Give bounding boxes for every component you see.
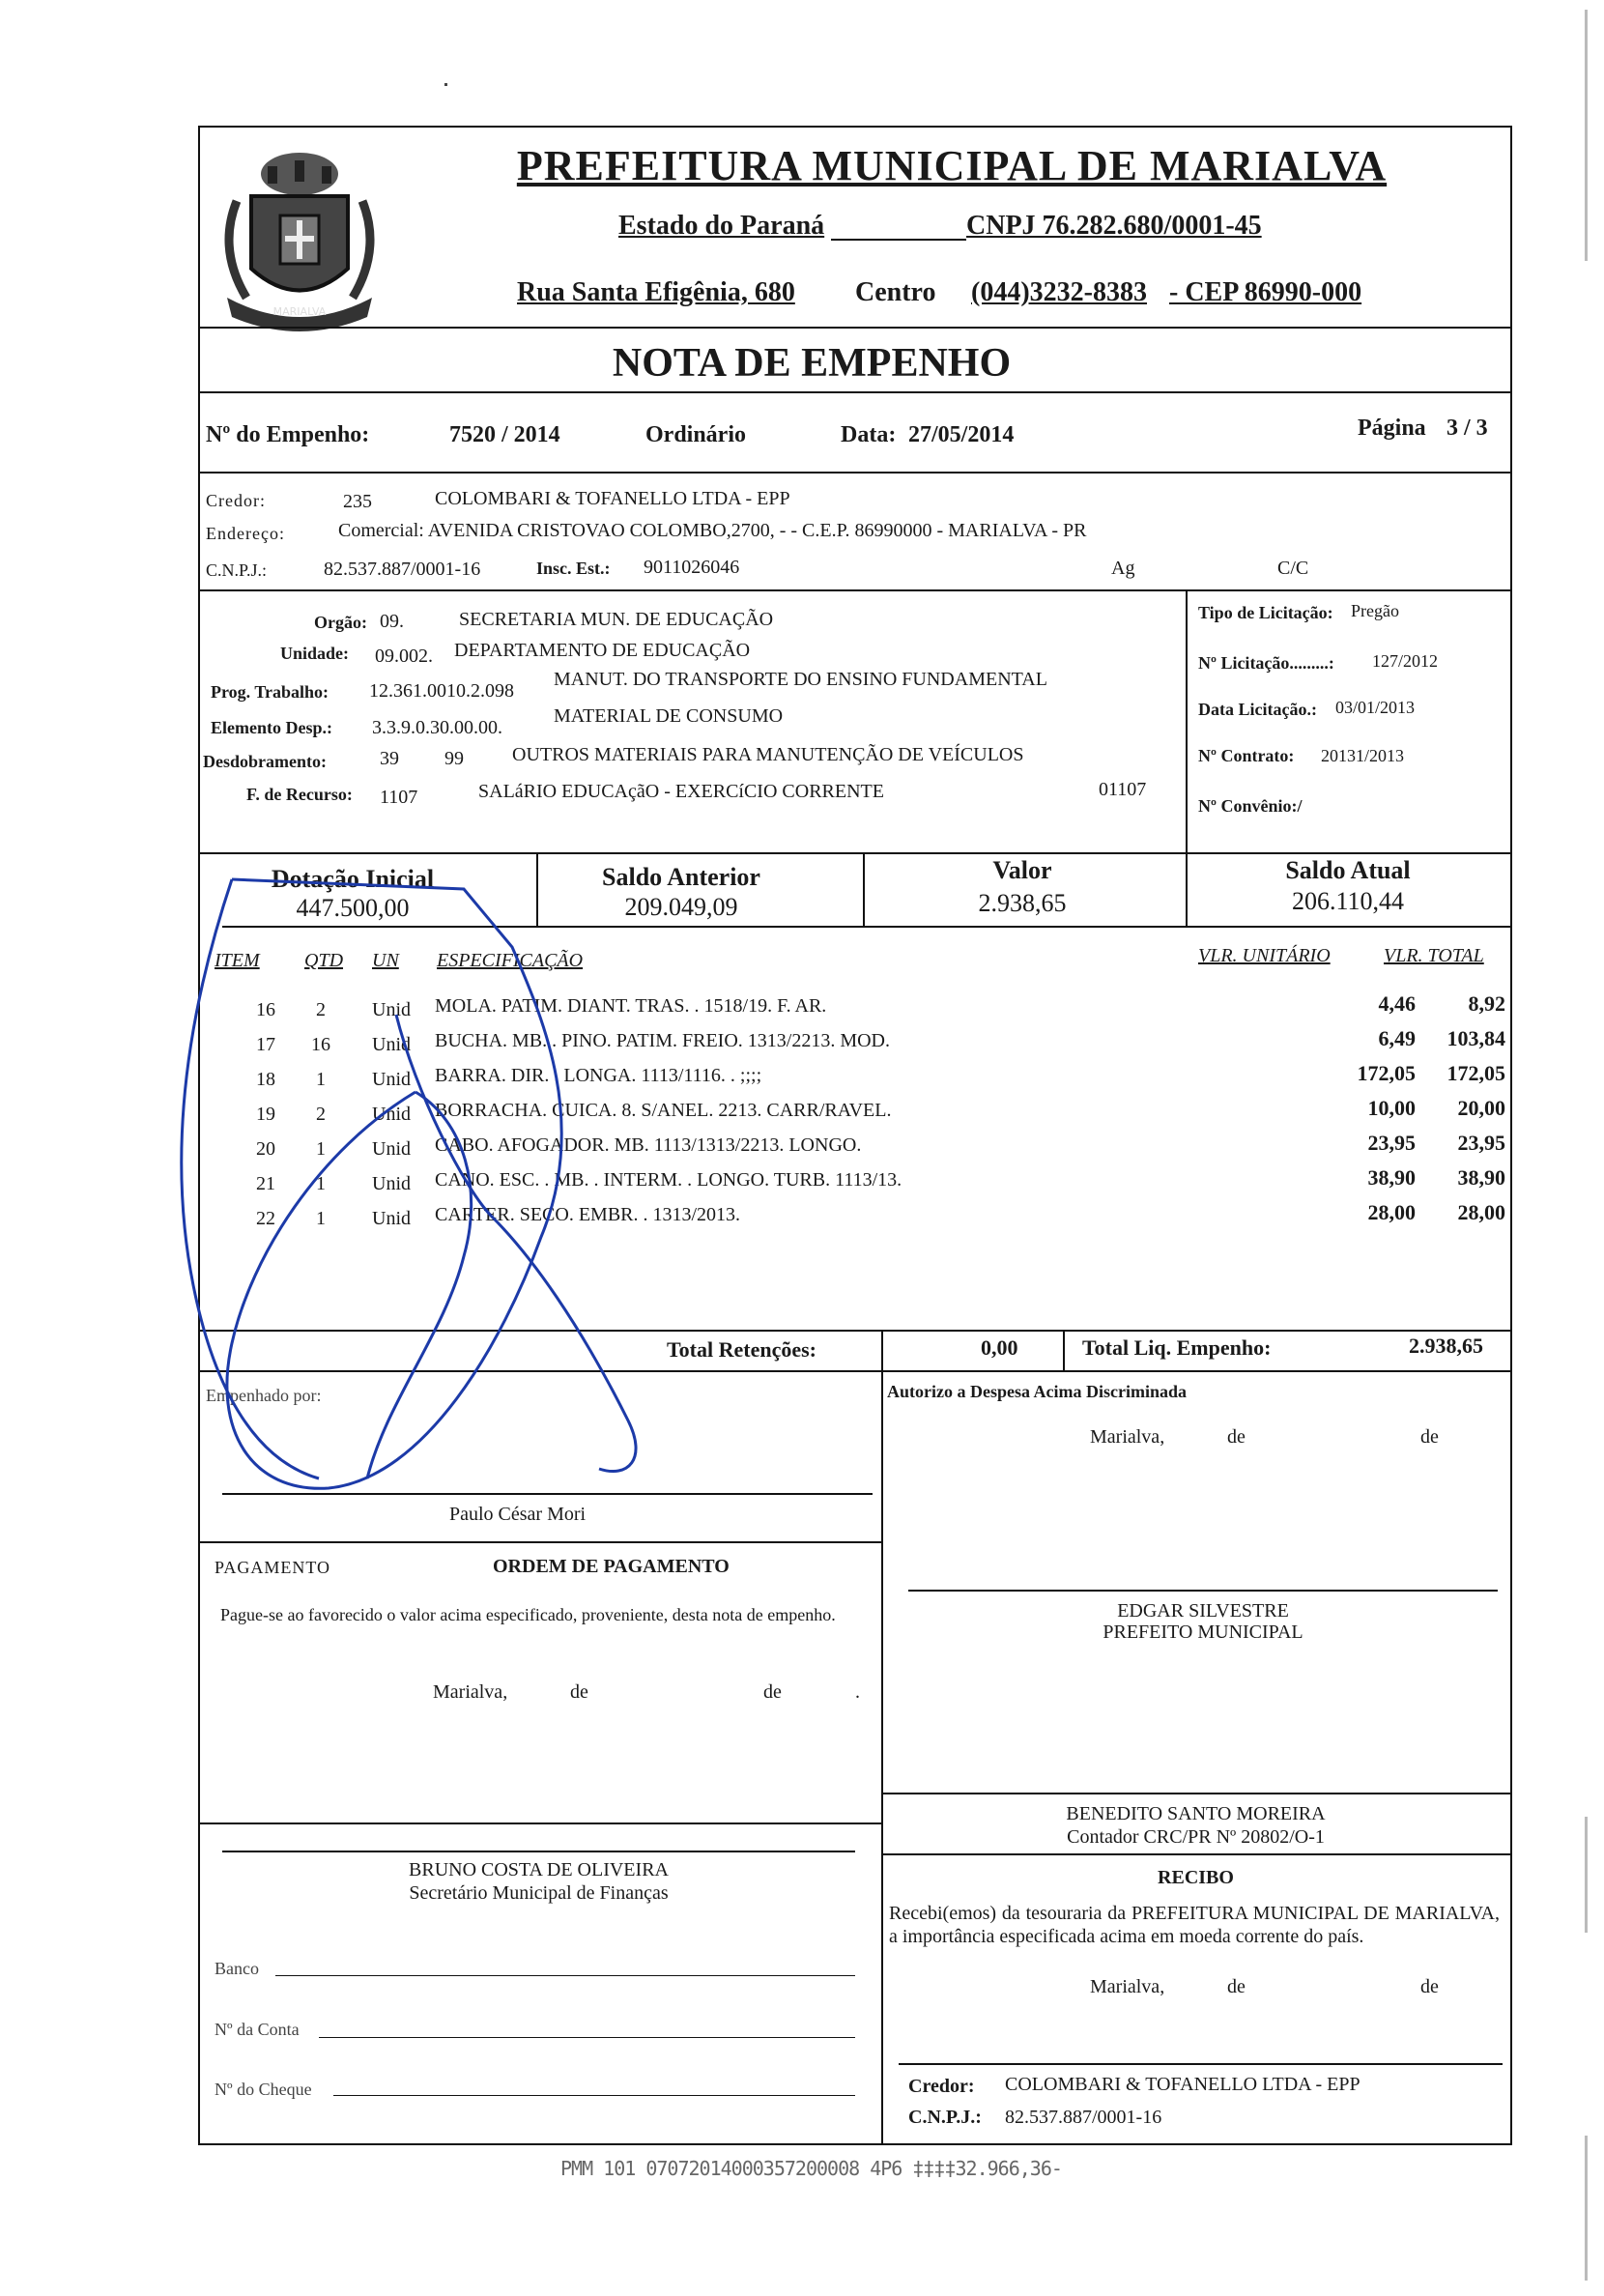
items-header-total: VLR. TOTAL [1384, 945, 1484, 966]
contador-name: BENEDITO SANTO MOREIRA [1066, 1803, 1326, 1824]
item-qtd: 1 [316, 1069, 326, 1090]
item-unit-type: Unid [372, 1034, 411, 1055]
autorizo-de1: de [1227, 1426, 1246, 1448]
table-row [198, 991, 1510, 1026]
table-row [198, 1131, 1510, 1165]
valor-label: Valor [992, 856, 1052, 884]
licitacao-type: Pregão [1351, 601, 1399, 620]
insc-value: 9011026046 [644, 557, 740, 578]
state-name: Estado do Paraná [618, 211, 825, 241]
items-header-unit: VLR. UNITÁRIO [1198, 945, 1331, 966]
liquido-label: Total Liq. Empenho: [1082, 1335, 1272, 1360]
unidade-code: 09.002. [375, 646, 433, 667]
item-total: 28,00 [1457, 1200, 1505, 1224]
item-spec: CARTER. SECO. EMBR. . 1313/2013. [435, 1204, 741, 1225]
municipality-cnpj: CNPJ 76.282.680/0001-45 [966, 211, 1262, 241]
table-row [198, 1165, 1510, 1200]
item-spec: CABO. AFOGADOR. MB. 1113/1313/2213. LONGO. [435, 1134, 862, 1156]
items-header-spec: ESPECIFICAÇÃO [437, 950, 584, 971]
item-spec: BORRACHA. CUICA. 8. S/ANEL. 2213. CARR/RAVEL. [435, 1100, 892, 1121]
prefeito-name: EDGAR SILVESTRE [1117, 1600, 1289, 1622]
dotacao-value: 447.500,00 [296, 894, 410, 922]
insc-label: Insc. Est.: [536, 559, 611, 578]
empenhado-name: Paulo César Mori [449, 1504, 587, 1525]
item-qtd: 2 [316, 1104, 326, 1125]
item-unit-type: Unid [372, 1208, 411, 1229]
elemento-label: Elemento Desp.: [211, 718, 332, 737]
liquido-value: 2.938,65 [1409, 1334, 1483, 1358]
autorizo-de2: de [1420, 1426, 1439, 1448]
table-row [198, 1200, 1510, 1235]
item-qtd: 1 [316, 1173, 326, 1194]
recibo-credor-label: Credor: [908, 2076, 975, 2097]
orgao-code: 09. [380, 611, 404, 632]
item-total: 8,92 [1468, 991, 1505, 1016]
item-number: 16 [256, 999, 275, 1020]
pagamento-label: PAGAMENTO [215, 1558, 331, 1577]
item-number: 17 [256, 1034, 275, 1055]
desdobramento-label: Desdobramento: [203, 752, 327, 771]
barcode-text: PMM 101 07072014000357200008 4P6 ‡‡‡‡32.966,36- [560, 2157, 1062, 2180]
ordem-pagamento-label: ORDEM DE PAGAMENTO [493, 1556, 730, 1577]
item-number: 18 [256, 1069, 275, 1090]
convenio-label: Nº Convênio:/ [1198, 796, 1303, 816]
recibo-title: RECIBO [1158, 1867, 1234, 1888]
address-phone: (044)3232-8383 [971, 277, 1147, 307]
item-number: 21 [256, 1173, 275, 1194]
licitacao-type-label: Tipo de Licitação: [1198, 603, 1333, 622]
item-unit-type: Unid [372, 999, 411, 1020]
item-unit-type: Unid [372, 1173, 411, 1194]
recibo-credor-name: COLOMBARI & TOFANELLO LTDA - EPP [1005, 2074, 1361, 2095]
item-number: 19 [256, 1104, 275, 1125]
item-unit-type: Unid [372, 1104, 411, 1125]
prefeito-role: PREFEITO MUNICIPAL [1103, 1622, 1303, 1643]
autorizo-city: Marialva, [1090, 1426, 1165, 1448]
item-total: 172,05 [1446, 1061, 1505, 1085]
item-qtd: 2 [316, 999, 326, 1020]
item-total: 20,00 [1457, 1096, 1505, 1120]
item-unit-price: 23,95 [1367, 1131, 1416, 1155]
licitacao-date: 03/01/2013 [1335, 698, 1416, 717]
item-qtd: 16 [311, 1034, 330, 1055]
item-number: 20 [256, 1138, 275, 1160]
address-street: Rua Santa Efigênia, 680 [517, 277, 795, 307]
items-header-qtd: QTD [304, 950, 344, 971]
item-spec: BARRA. DIR. . LONGA. 1113/1116. . ;;;; [435, 1065, 762, 1086]
recurso-label: F. de Recurso: [246, 785, 353, 804]
prog-name: MANUT. DO TRANSPORTE DO ENSINO FUNDAMENTAL [554, 669, 1047, 690]
pagamento-city: Marialva, [433, 1681, 508, 1703]
table-row [198, 1096, 1510, 1131]
desdobramento-code2: 99 [444, 748, 464, 769]
pagamento-dot: . [855, 1681, 860, 1703]
empenho-date: 27/05/2014 [908, 422, 1015, 447]
ag-label: Ag [1111, 558, 1135, 579]
item-unit-price: 10,00 [1367, 1096, 1416, 1120]
items-table [198, 986, 1510, 1256]
desdobramento-name: OUTROS MATERIAIS PARA MANUTENÇÃO DE VEÍCULOS [512, 744, 1024, 765]
municipality-title: PREFEITURA MUNICIPAL DE MARIALVA [516, 142, 1388, 189]
desdobramento-code1: 39 [380, 748, 399, 769]
elemento-name: MATERIAL DE CONSUMO [554, 705, 784, 727]
banco-label: Banco [215, 1959, 259, 1978]
saldo-atual-value: 206.110,44 [1291, 887, 1405, 915]
elemento-code: 3.3.9.0.30.00.00. [372, 717, 502, 738]
items-header-item: ITEM [215, 950, 260, 971]
cheque-label: Nº do Cheque [215, 2080, 312, 2099]
pagamento-de2: de [763, 1681, 782, 1703]
empenhado-label: Empenhado por: [206, 1386, 322, 1405]
coat-of-arms-logo [208, 143, 391, 341]
secretario-role: Secretário Municipal de Finanças [409, 1882, 669, 1904]
item-total: 23,95 [1457, 1131, 1505, 1155]
item-unit-price: 6,49 [1378, 1026, 1416, 1050]
contrato-label: Nº Contrato: [1198, 746, 1295, 765]
page-label: Página [1358, 416, 1426, 441]
licitacao-date-label: Data Licitação.: [1198, 700, 1317, 719]
prog-label: Prog. Trabalho: [211, 682, 329, 702]
table-row [198, 1026, 1510, 1061]
item-unit-price: 172,05 [1357, 1061, 1416, 1085]
page-number: 3 / 3 [1446, 416, 1488, 441]
item-number: 22 [256, 1208, 275, 1229]
empenho-label: Nº do Empenho: [206, 422, 370, 447]
retencoes-value: 0,00 [981, 1335, 1018, 1360]
prog-code: 12.361.0010.2.098 [369, 680, 514, 702]
contrato-value: 20131/2013 [1321, 746, 1405, 765]
licitacao-number: 127/2012 [1372, 651, 1439, 671]
document-title: NOTA DE EMPENHO [612, 341, 1012, 386]
saldo-anterior-label: Saldo Anterior [602, 863, 760, 891]
conta-label: Nº da Conta [215, 2020, 300, 2039]
orgao-name: SECRETARIA MUN. DE EDUCAÇÃO [459, 609, 774, 630]
unidade-name: DEPARTAMENTO DE EDUCAÇÃO [454, 640, 751, 661]
recurso-extra: 01107 [1099, 779, 1147, 800]
licitacao-number-label: Nº Licitação.........: [1198, 653, 1334, 673]
autorizo-text: Autorizo a Despesa Acima Discriminada [887, 1382, 1187, 1401]
saldo-anterior-value: 209.049,09 [624, 893, 738, 921]
recibo-text: Recebi(emos) da tesouraria da PREFEITURA MUNICIPAL DE MARIALVA, a importância especificada acima em moeda corrente do país. [889, 1903, 1500, 1947]
recibo-de2: de [1420, 1976, 1439, 1997]
retencoes-label: Total Retenções: [667, 1337, 816, 1362]
credor-name: COLOMBARI & TOFANELLO LTDA - EPP [435, 488, 790, 509]
item-qtd: 1 [316, 1138, 326, 1160]
item-spec: CANO. ESC. . MB. . INTERM. . LONGO. TURB. 1113/13. [435, 1169, 902, 1191]
credor-address: Comercial: AVENIDA CRISTOVAO COLOMBO,2700, - - C.E.P. 86990000 - MARIALVA - PR [338, 520, 1087, 541]
credor-label: Credor: [206, 491, 266, 510]
recibo-city: Marialva, [1090, 1976, 1165, 1997]
item-unit-price: 28,00 [1367, 1200, 1416, 1224]
item-spec: MOLA. PATIM. DIANT. TRAS. . 1518/19. F. AR. [435, 995, 827, 1017]
date-label: Data: [841, 422, 897, 447]
item-unit-type: Unid [372, 1069, 411, 1090]
pagamento-de1: de [570, 1681, 588, 1703]
credor-code: 235 [343, 491, 372, 512]
item-total: 38,90 [1457, 1165, 1505, 1190]
recurso-name: SALáRIO EDUCAçãO - EXERCíCIO CORRENTE [478, 781, 884, 802]
contador-role: Contador CRC/PR Nº 20802/O-1 [1067, 1826, 1325, 1848]
recibo-cnpj: 82.537.887/0001-16 [1005, 2107, 1162, 2128]
valor-value: 2.938,65 [978, 889, 1067, 917]
item-total: 103,84 [1446, 1026, 1505, 1050]
recibo-de1: de [1227, 1976, 1246, 1997]
unidade-label: Unidade: [280, 644, 350, 663]
empenho-number: 7520 / 2014 [449, 422, 560, 447]
address-label: Endereço: [206, 524, 285, 543]
saldo-atual-label: Saldo Atual [1285, 856, 1411, 884]
item-spec: BUCHA. MB. . PINO. PATIM. FREIO. 1313/2213. MOD. [435, 1030, 890, 1051]
secretario-name: BRUNO COSTA DE OLIVEIRA [409, 1859, 669, 1880]
svg-text:MARIALVA: MARIALVA [272, 305, 327, 318]
pague-text: Pague-se ao favorecido o valor acima especificado, proveniente, desta nota de empenho. [220, 1605, 836, 1624]
item-unit-price: 38,90 [1367, 1165, 1416, 1190]
item-unit-price: 4,46 [1378, 991, 1416, 1016]
credor-cnpj-label: C.N.P.J.: [206, 560, 268, 580]
address-district: Centro [855, 277, 936, 307]
credor-cnpj: 82.537.887/0001-16 [324, 559, 481, 580]
table-row [198, 1061, 1510, 1096]
recurso-code: 1107 [380, 787, 418, 808]
address-cep: - CEP 86990-000 [1169, 277, 1362, 307]
items-header-un: UN [372, 950, 399, 971]
item-qtd: 1 [316, 1208, 326, 1229]
orgao-label: Orgão: [314, 613, 367, 632]
cc-label: C/C [1277, 558, 1309, 579]
item-unit-type: Unid [372, 1138, 411, 1160]
dotacao-label: Dotação Inicial [271, 865, 435, 893]
empenho-kind: Ordinário [645, 422, 747, 447]
recibo-cnpj-label: C.N.P.J.: [908, 2107, 982, 2128]
